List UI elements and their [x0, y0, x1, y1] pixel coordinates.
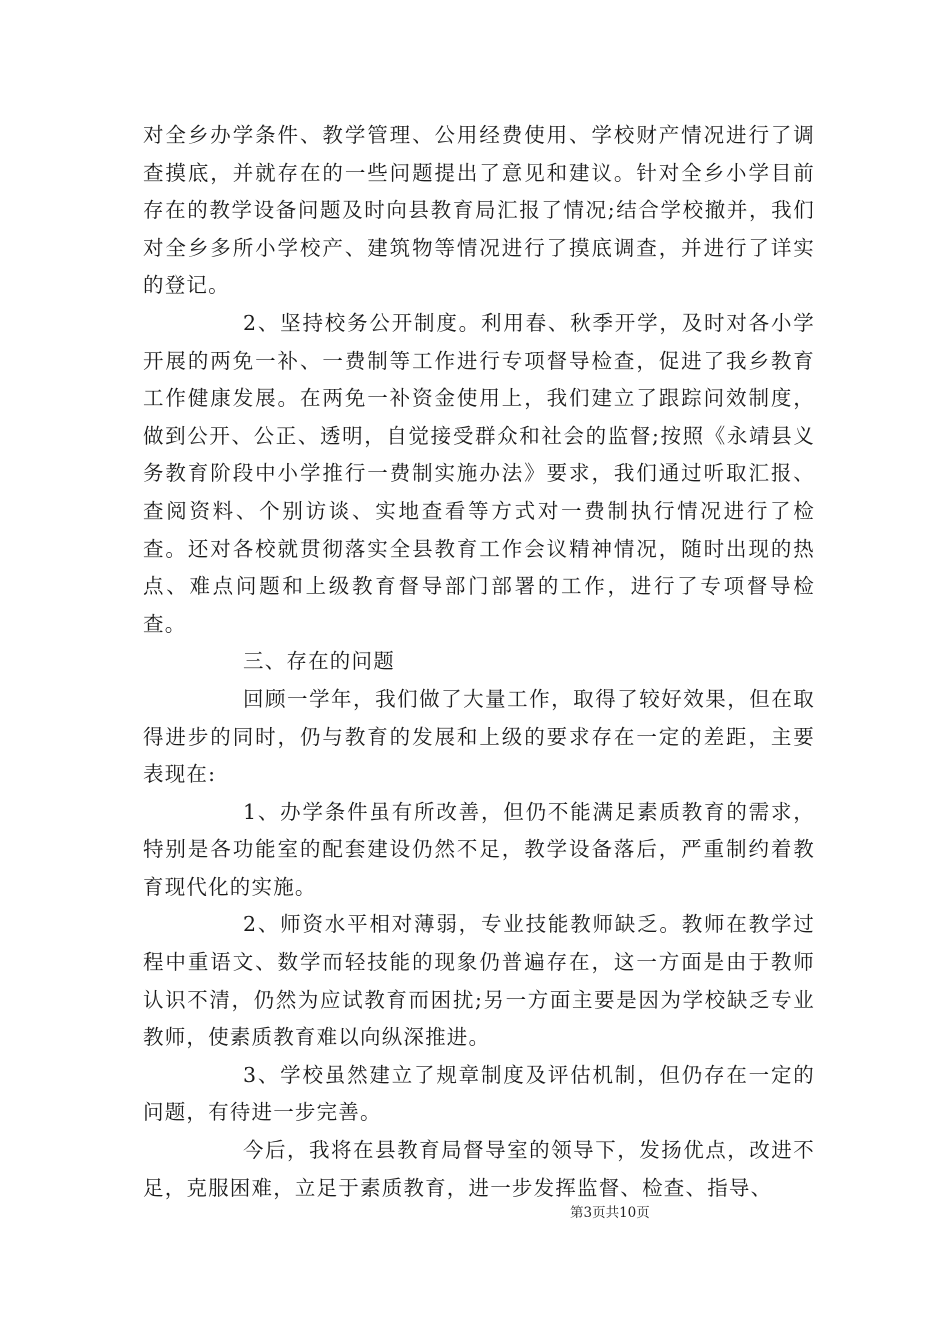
- paragraph-problem-3: 3、学校虽然建立了规章制度及评估机制，但仍存在一定的问题，有待进一步完善。: [143, 1062, 815, 1125]
- section-heading-problems: 三、存在的问题: [243, 649, 395, 674]
- paragraph-future: 今后，我将在县教育局督导室的领导下，发扬优点，改进不足，克服困难，立足于素质教育，进一步发挥监督、检查、指导、: [143, 1138, 815, 1200]
- paragraph-item-2: 2、坚持校务公开制度。利用春、秋季开学，及时对各小学开展的两免一补、一费制等工作进行专项督导检查，促进了我乡教育工作健康发展。在两免一补资金使用上，我们建立了跟踪问效制度，做到公开、公正、透明，自觉接受群众和社会的监督;按照《永靖县义务教育阶段中小学推行一费制实施办法》要求，我们通过听取汇报、查阅资料、个别访谈、实地查看等方式对一费制执行情况进行了检查。还对各校就贯彻落实全县教育工作会议精神情况，随时出现的热点、难点问题和上级教育督导部门部署的工作，进行了专项督导检查。: [143, 310, 815, 636]
- paragraph-continuation: 对全乡办学条件、教学管理、公用经费使用、学校财产情况进行了调查摸底，并就存在的一些问题提出了意见和建议。针对全乡小学目前存在的教学设备问题及时向县教育局汇报了情况;结合学校撤并，我们对全乡多所小学校产、建筑物等情况进行了摸底调查，并进行了详实的登记。: [143, 123, 815, 298]
- paragraph-problem-2: 2、师资水平相对薄弱，专业技能教师缺乏。教师在教学过程中重语文、数学而轻技能的现象仍普遍存在，这一方面是由于教师认识不清，仍然为应试教育而困扰;另一方面主要是因为学校缺乏专业教师，使素质教育难以向纵深推进。: [143, 912, 815, 1050]
- body-text: [143, 117, 815, 1207]
- paragraph-problem-1: 1、办学条件虽有所改善，但仍不能满足素质教育的需求，特别是各功能室的配套建设仍然不足，教学设备落后，严重制约着教育现代化的实施。: [143, 799, 815, 899]
- paragraph-review: 回顾一学年，我们做了大量工作，取得了较好效果，但在取得进步的同时，仍与教育的发展和上级的要求存在一定的差距，主要表现在:: [143, 686, 815, 787]
- page-number: 第3页共10页: [570, 1205, 650, 1221]
